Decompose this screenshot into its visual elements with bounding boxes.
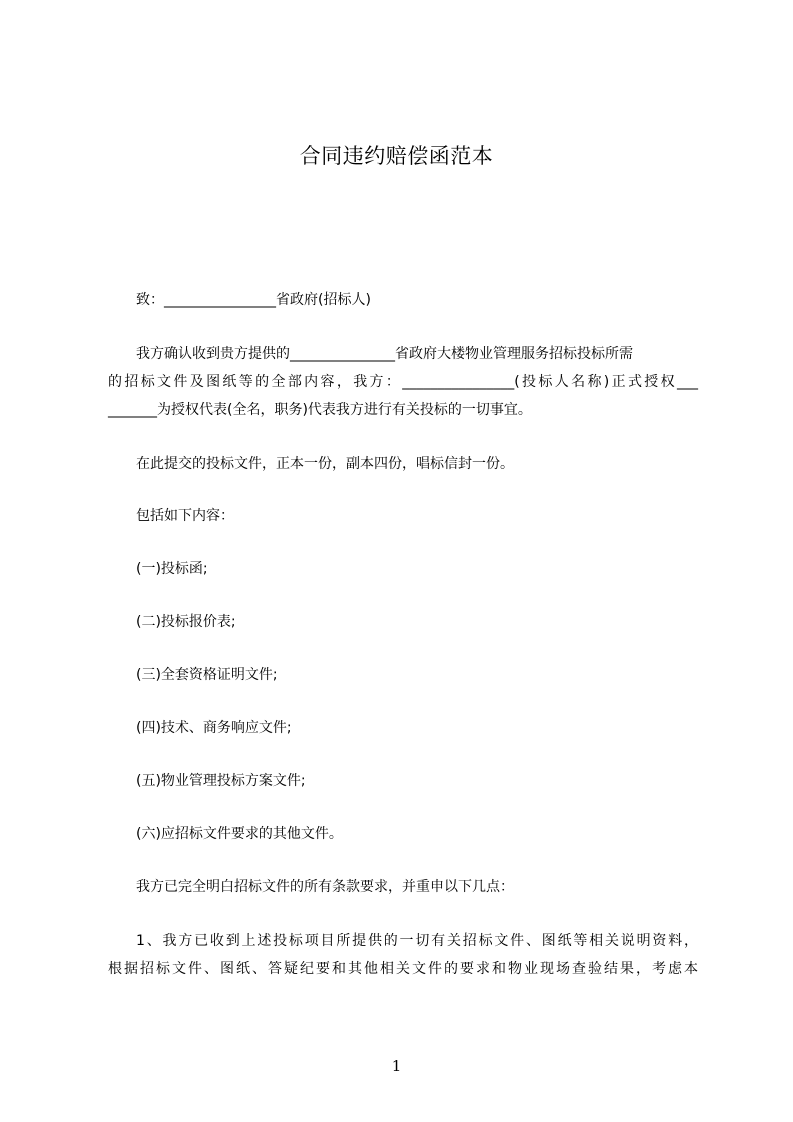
paragraph-line: _______为授权代表(全名，职务)代表我方进行有关投标的一切事宜。 [108, 402, 532, 418]
list-item: (四)技术、商务响应文件; [136, 720, 292, 736]
list-item: (三)全套资格证明文件; [136, 667, 278, 683]
document-title: 合同违约赔偿函范本 [299, 144, 494, 168]
paragraph-line: 1、我方已收到上述投标项目所提供的一切有关招标文件、图纸等相关说明资料， [136, 933, 698, 949]
list-item: (一)投标函; [136, 561, 208, 577]
list-item: (六)应招标文件要求的其他文件。 [136, 826, 343, 842]
list-item: (二)投标报价表; [136, 614, 236, 630]
addressee-line: 致：________________省政府(招标人) [136, 292, 371, 308]
paragraph-line: 我方确认收到贵方提供的_______________省政府大楼物业管理服务招标投标所需 [136, 346, 633, 362]
paragraph-line: 在此提交的投标文件，正本一份，副本四份，唱标信封一份。 [136, 456, 514, 472]
paragraph-line: 包括如下内容： [136, 508, 234, 524]
list-item: (五)物业管理投标方案文件; [136, 773, 306, 789]
page-number: 1 [391, 1057, 402, 1075]
paragraph-line: 根据招标文件、图纸、答疑纪要和其他相关文件的要求和物业现场查验结果，考虑本 [108, 961, 698, 977]
paragraph-line: 我方已完全明白招标文件的所有条款要求，并重申以下几点： [136, 879, 514, 895]
paragraph-line: 的招标文件及图纸等的全部内容，我方：________________(投标人名称)正式授权___ [108, 374, 698, 390]
